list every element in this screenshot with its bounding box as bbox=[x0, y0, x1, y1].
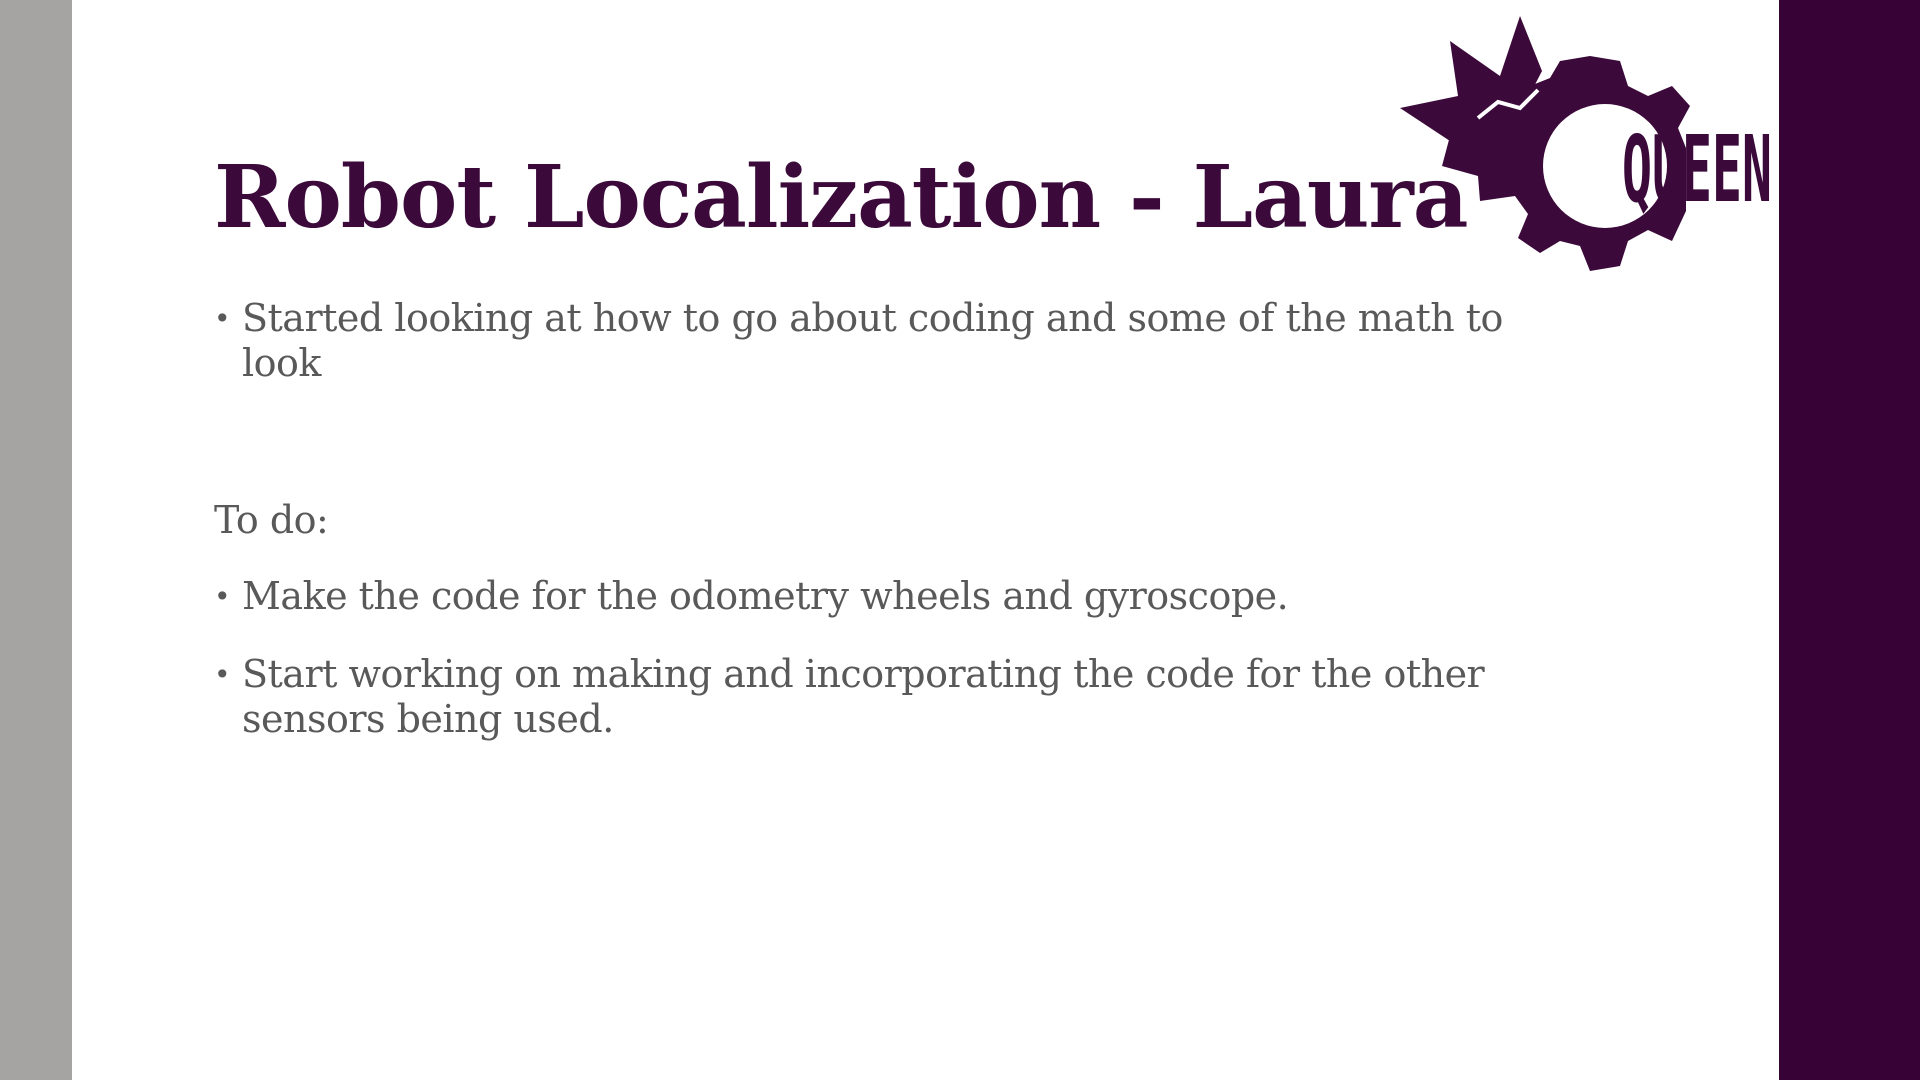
bullet-text: Start working on making and incorporating the code for the other sensors being used. bbox=[242, 652, 1485, 741]
list-item bbox=[214, 574, 1504, 619]
bullet-text: Started looking at how to go about coding and some of the math to look bbox=[242, 296, 1503, 385]
bullet-icon: • bbox=[214, 302, 231, 335]
list-item bbox=[214, 296, 1504, 386]
bullet-icon: • bbox=[214, 658, 231, 691]
left-accent-bar bbox=[0, 0, 72, 1080]
bullet-icon: • bbox=[214, 580, 231, 613]
list-item bbox=[214, 652, 1504, 742]
right-accent-bar bbox=[1779, 0, 1920, 1080]
todo-heading: To do: bbox=[214, 498, 329, 542]
slide-title: Robot Localization - Laura bbox=[214, 147, 1468, 248]
logo-wordmark: QUEEN bbox=[1622, 116, 1772, 223]
bullet-text: Make the code for the odometry wheels and gyroscope. bbox=[242, 574, 1289, 618]
